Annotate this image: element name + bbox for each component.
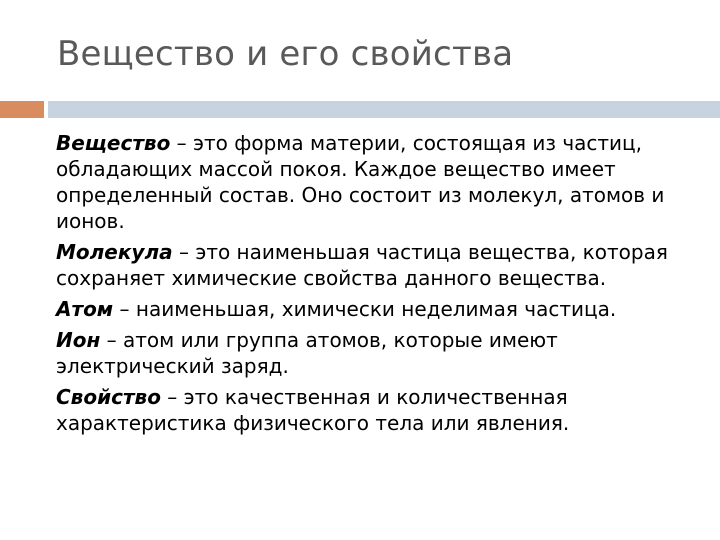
- term-atom: Атом: [56, 297, 114, 321]
- definition-molecule: [56, 239, 706, 291]
- term-substance: Вещество: [56, 131, 171, 155]
- term-property: Свойство: [56, 385, 161, 409]
- definition-ion: [56, 327, 706, 379]
- definition-property-text: – это качественная и количественная характеристика физического тела или явления.: [56, 385, 570, 435]
- definition-ion-text: – атом или группа атомов, которые имеют электрический заряд.: [56, 328, 558, 378]
- definition-substance: [56, 130, 706, 234]
- definition-atom-text: – наименьшая, химически неделимая частица.: [113, 297, 617, 321]
- title-accent-block: [0, 101, 44, 118]
- title-rule: [48, 101, 720, 118]
- definition-molecule-text: – это наименьшая частица вещества, которая сохраняет химические свойства данного вещества.: [56, 240, 668, 290]
- definition-substance-text: – это форма материи, состоящая из частиц, обладающих массой покоя. Каждое вещество имеет определенный состав. Оно состоит из молекул, атомов и ионов.: [56, 131, 665, 233]
- term-molecule: Молекула: [56, 240, 173, 264]
- definition-atom: [56, 296, 706, 322]
- slide-title: Вещество и его свойства: [57, 34, 514, 74]
- definition-property: [56, 384, 706, 436]
- slide-body: [56, 130, 706, 441]
- term-ion: Ион: [56, 328, 101, 352]
